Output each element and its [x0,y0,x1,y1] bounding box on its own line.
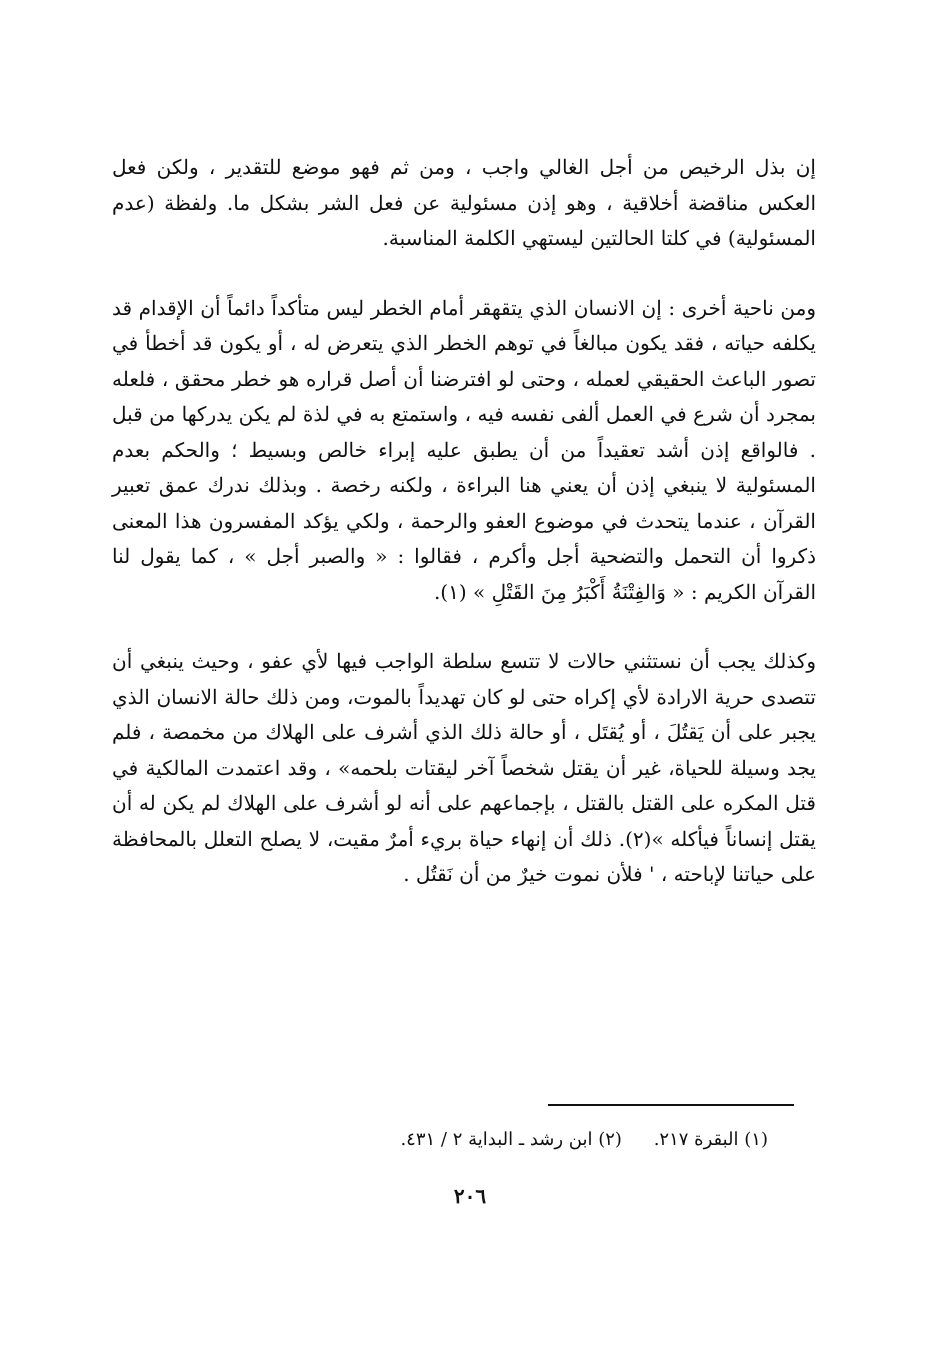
paragraph-2: ومن ناحية أخرى : إن الانسان الذي يتقهقر أمام الخطر ليس متأكداً دائماً أن الإقدام قد يكلفه حياته ، فقد يكون مبالغاً في توهم الخطر الذي يتعرض له ، أو يكون قد أخطأ في تصور الباعث الحقيقي لعمله ، وحتى لو افترضنا أن أصل قراره هو خطر محقق ، فلعله بمجرد أن شرع في العمل ألفى نفسه فيه ، واستمتع به في لذة لم يكن يدركها من قبل . فالواقع إذن أشد تعقيداً من أن يطبق عليه إبراء خالص وبسيط ؛ والحكم بعدم المسئولية لا ينبغي إذن أن يعني هنا البراءة ، ولكنه رخصة . وبذلك ندرك عمق تعبير القرآن ، عندما يتحدث في موضوع العفو والرحمة ، ولكي يؤكد المفسرون هذا المعنى ذكروا أن التحمل والتضحية أجل وأكرم ، فقالوا : « والصبر أجل » ، كما يقول لنا القرآن الكريم : « وَالفِتْنَةُ أَكْبَرُ مِنَ القَتْلِ » (١). [112,295,816,604]
paragraph-3: وكذلك يجب أن نستثني حالات لا تتسع سلطة الواجب فيها لأي عفو ، وحيث ينبغي أن تتصدى حرية الارادة لأي إكراه حتى لو كان تهديداً بالموت، ومن ذلك حالة الانسان الذي يجبر على أن يَقتُلَ ، أو يُقتَل ، أو حالة ذلك الذي أشرف على الهلاك من مخمصة ، فلم يجد وسيلة للحياة، غير أن يقتل شخصاً آخر ليقتات بلحمه» ، وقد اعتمدت المالكية في قتل المكره على القتل بالقتل ، بإجماعهم على أنه لو أشرف على الهلاك لم يكن له أن يقتل إنساناً فيأكله »(٢). ذلك أن إنهاء حياة بريء أمرٌ مقيت، لا يصلح التعلل بالمحافظة على حياتنا لإباحته ، ' فلأن نموت خيرٌ من أن نَقتُل . [112,649,817,886]
footnote-2: (٢) ابن رشد ـ البداية ٢ / ٤٣١. [400,1129,622,1150]
page-number: ٢٠٦ [453,1184,487,1208]
footnotes [400,1127,768,1153]
footnote-divider [548,1104,794,1106]
paragraph-1: إن بذل الرخيص من أجل الغالي واجب ، ومن ثم فهو موضع للتقدير ، ولكن فعل العكس مناقضة أخلاقية ، وهو إذن مسئولية عن فعل الشر بشكل ما. ولفظة (عدم المسئولية) في كلتا الحالتين ليستهي الكلمة المناسبة. [112,155,816,250]
page-body [112,150,816,893]
footnote-1: (١) البقرة ٢١٧. [653,1129,768,1150]
